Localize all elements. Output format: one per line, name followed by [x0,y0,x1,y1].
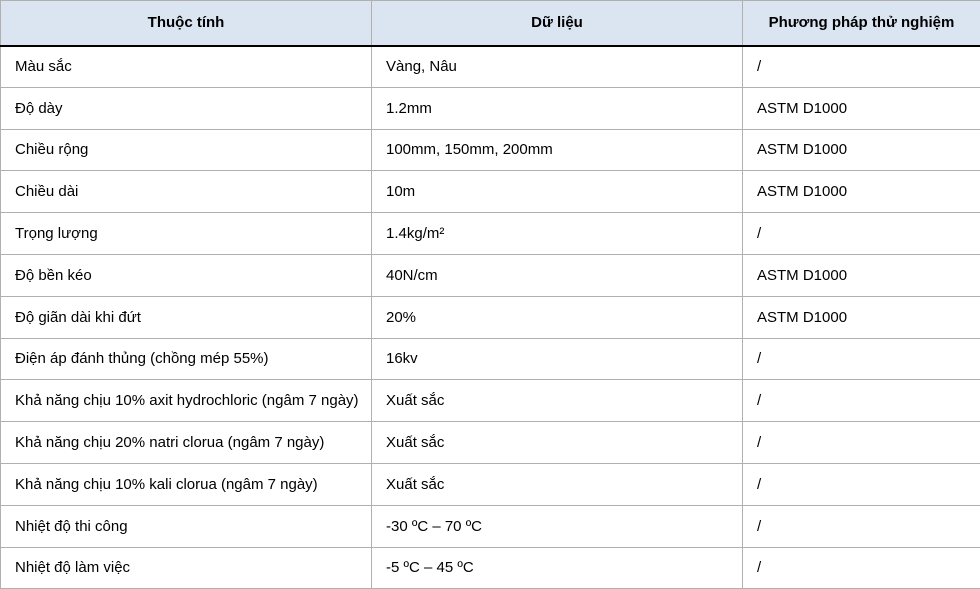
property-cell: Chiều dài [1,171,372,213]
table-row [1,422,980,464]
table-row [1,213,980,255]
property-cell: Độ giãn dài khi đứt [1,296,372,338]
method-cell: / [743,463,980,505]
table-row [1,254,980,296]
property-cell: Trọng lượng [1,213,372,255]
table-row [1,171,980,213]
property-cell: Chiều rộng [1,129,372,171]
table-row [1,87,980,129]
method-cell: ASTM D1000 [743,296,980,338]
property-cell: Khả năng chịu 10% kali clorua (ngâm 7 ngày) [1,463,372,505]
method-cell: / [743,338,980,380]
table-row [1,296,980,338]
data-cell: 1.2mm [372,87,743,129]
method-cell: / [743,213,980,255]
data-cell: 20% [372,296,743,338]
header-test-method: Phương pháp thử nghiệm [743,1,980,46]
data-cell: -30 ºC – 70 ºC [372,505,743,547]
property-cell: Độ bền kéo [1,254,372,296]
table-row [1,547,980,589]
table-row [1,505,980,547]
property-cell: Nhiệt độ thi công [1,505,372,547]
data-cell: Xuất sắc [372,463,743,505]
data-cell: 1.4kg/m² [372,213,743,255]
header-property: Thuộc tính [1,1,372,46]
method-cell: ASTM D1000 [743,87,980,129]
data-cell: 100mm, 150mm, 200mm [372,129,743,171]
table-row [1,380,980,422]
method-cell: / [743,380,980,422]
header-row [1,1,980,46]
property-cell: Độ dày [1,87,372,129]
table-row [1,46,980,88]
method-cell: / [743,46,980,88]
method-cell: ASTM D1000 [743,171,980,213]
method-cell: ASTM D1000 [743,254,980,296]
data-cell: Xuất sắc [372,422,743,464]
property-cell: Màu sắc [1,46,372,88]
data-cell: 40N/cm [372,254,743,296]
method-cell: / [743,422,980,464]
property-cell: Khả năng chịu 10% axit hydrochloric (ngâm 7 ngày) [1,380,372,422]
table-row [1,338,980,380]
header-data: Dữ liệu [372,1,743,46]
property-cell: Nhiệt độ làm việc [1,547,372,589]
property-cell: Khả năng chịu 20% natri clorua (ngâm 7 ngày) [1,422,372,464]
data-cell: Vàng, Nâu [372,46,743,88]
data-cell: 16kv [372,338,743,380]
property-cell: Điện áp đánh thủng (chồng mép 55%) [1,338,372,380]
table-row [1,463,980,505]
table-row [1,129,980,171]
method-cell: / [743,505,980,547]
data-cell: -5 ºC – 45 ºC [372,547,743,589]
data-cell: 10m [372,171,743,213]
data-cell: Xuất sắc [372,380,743,422]
method-cell: ASTM D1000 [743,129,980,171]
method-cell: / [743,547,980,589]
